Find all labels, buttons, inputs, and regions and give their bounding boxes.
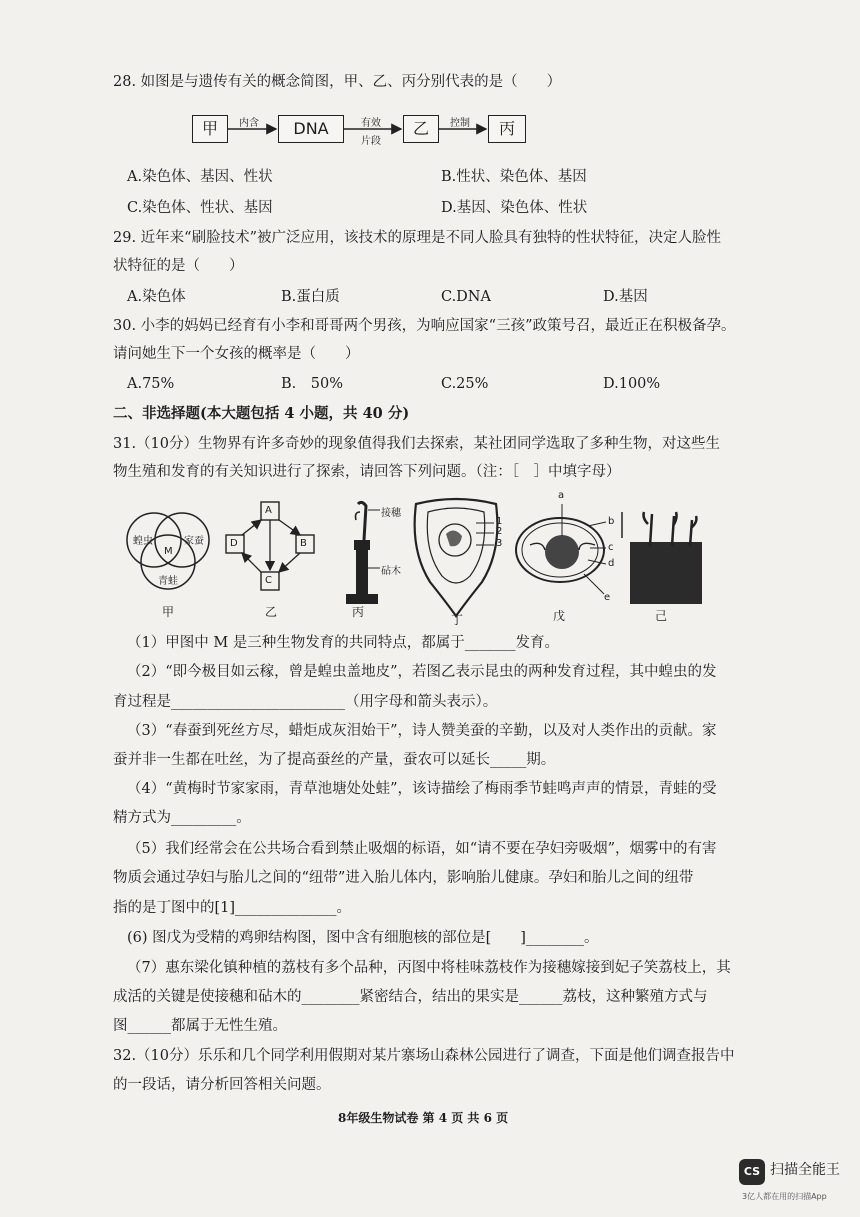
watermark-brand: 扫描全能王 [770, 1162, 840, 1178]
fig-ding-label-1: 1 [496, 516, 503, 527]
q29-option-b: B.蛋白质 [281, 289, 340, 305]
fig-bing-caption: 丙 [352, 605, 365, 619]
q28-arrow2-label-top: 有效 [361, 118, 381, 129]
q28-option-d: D.基因、染色体、性状 [441, 200, 588, 216]
q30-option-d: D.100% [603, 376, 661, 392]
q31-part7-line1: （7）惠东梁化镇种植的荔枝有多个品种，丙图中将桂味荔枝作为接穗嫁接到妃子笑荔枝上，其 [127, 960, 731, 976]
fig-yi-label-c: C [265, 575, 272, 586]
q29-stem-line2: 状特征的是（ ） [113, 258, 244, 274]
q31-stem-line1: 31.（10分）生物界有许多奇妙的现象值得我们去探索，某社团同学选取了多种生物，对这些生 [113, 436, 721, 452]
q28-arrow3-label: 控制 [450, 118, 470, 129]
figure-ji-cuttings [630, 512, 702, 604]
fig-ding-label-3: 3 [496, 538, 503, 549]
fig-yi-label-d: D [230, 538, 238, 549]
q30-option-c: C.25% [441, 376, 489, 392]
fig-jia-label-silkworm: 家蚕 [184, 536, 204, 547]
fig-bing-label-stock: 砧木 [381, 566, 401, 577]
q29-stem-line1: 29. 近年来“刷脸技术”被广泛应用，该技术的原理是不同人脸具有独特的性状特征，决定人脸性 [113, 230, 721, 246]
fig-wu-label-d: d [608, 558, 615, 569]
q31-part6: (6) 图戊为受精的鸡卵结构图，图中含有细胞核的部位是[ ]________。 [127, 930, 599, 946]
watermark-tagline: 3亿人都在用的扫描App [742, 1192, 827, 1201]
q30-stem-line2: 请问她生下一个女孩的概率是（ ） [113, 346, 360, 362]
fig-yi-label-a: A [265, 505, 272, 516]
q31-part2-line2: 育过程是________________________（用字母和箭头表示）。 [113, 694, 498, 710]
q30-stem-line1: 30. 小李的妈妈已经育有小李和哥哥两个男孩，为响应国家“三孩”政策号召，最近正在积极备孕。 [113, 318, 736, 334]
q31-stem-line2: 物生殖和发育的有关知识进行了探索，请回答下列问题。（注：［ ］中填字母） [113, 464, 621, 480]
fig-jia-caption: 甲 [162, 605, 175, 619]
q29-option-a: A.染色体 [127, 289, 186, 305]
q31-part5-line2: 物质会通过孕妇与胎儿之间的“纽带”进入胎儿体内，影响胎儿健康。孕妇和胎儿之间的纽带 [113, 870, 694, 886]
q32-stem-line1: 32.（10分）乐乐和几个同学利用假期对某片寨场山森林公园进行了调查，下面是他们调查报告中 [113, 1048, 735, 1064]
fig-wu-label-c: c [608, 542, 614, 553]
fig-ding-label-2: 2 [496, 526, 503, 537]
q28-box-jia: 甲 [192, 115, 228, 143]
q28-arrow2-label-bottom: 片段 [361, 136, 381, 147]
q31-part4-line1: （4）“黄梅时节家家雨，青草池塘处处蛙”，该诗描绘了梅雨季节蛙鸣声声的情景，青蛙的受 [127, 781, 717, 797]
q28-option-b: B.性状、染色体、基因 [441, 169, 587, 185]
q28-option-a: A.染色体、基因、性状 [127, 169, 273, 185]
figure-bing-grafting [346, 502, 380, 604]
fig-jia-label-locust: 蝗虫 [133, 536, 153, 547]
page-footer: 8年级生物试卷 第 4 页 共 6 页 [338, 1111, 509, 1125]
q31-part4-line2: 精方式为_________。 [113, 810, 251, 826]
fig-ding-caption: 丁 [451, 613, 464, 627]
q31-part2-line1: （2）“即今极目如云稼，曾是蝗虫盖地皮”，若图乙表示昆虫的两种发育过程，其中蝗虫的发 [127, 664, 717, 680]
q30-option-a: A.75% [127, 376, 175, 392]
figure-ding-uterus [415, 499, 498, 616]
fig-yi-caption: 乙 [265, 605, 278, 619]
camscanner-logo: CS [739, 1159, 765, 1185]
fig-yi-label-b: B [300, 538, 307, 549]
fig-wu-caption: 戊 [553, 609, 566, 623]
q31-part3-line2: 蚕并非一生都在吐丝，为了提高蚕丝的产量，蚕农可以延长_____期。 [113, 752, 556, 768]
q28-box-bing: 丙 [488, 115, 526, 143]
fig-jia-label-m: M [164, 546, 173, 557]
q31-part7-line3: 图______都属于无性生殖。 [113, 1018, 287, 1034]
fig-bing-label-scion: 接穗 [381, 508, 401, 519]
q31-part1: （1）甲图中 M 是三种生物发育的共同特点，都属于_______发育。 [127, 635, 560, 651]
q29-option-c: C.DNA [441, 289, 491, 305]
q28-option-c: C.染色体、性状、基因 [127, 200, 273, 216]
fig-ji-caption: 己 [655, 609, 668, 623]
q31-figures [110, 490, 730, 625]
q31-part5-line3: 指的是丁图中的[1]______________。 [113, 900, 352, 916]
q28-arrow1-label: 内含 [239, 118, 259, 129]
q28-box-dna: DNA [278, 115, 344, 143]
figure-wu-egg [516, 504, 622, 594]
q29-option-d: D.基因 [603, 289, 648, 305]
fig-wu-label-a: a [558, 490, 565, 501]
q28-stem: 28. 如图是与遗传有关的概念简图，甲、乙、丙分别代表的是（ ） [113, 74, 562, 90]
q32-stem-line2: 的一段话，请分析回答相关问题。 [113, 1077, 331, 1093]
fig-wu-label-e: e [604, 592, 611, 603]
q30-option-b: B. 50% [281, 376, 343, 392]
q28-box-yi: 乙 [403, 115, 439, 143]
q31-part7-line2: 成活的关键是使接穗和砧木的________紧密结合，结出的果实是______荔枝，这种繁殖方式与 [113, 989, 708, 1005]
q31-part5-line1: （5）我们经常会在公共场合看到禁止吸烟的标语，如“请不要在孕妇旁吸烟”，烟雾中的有害 [127, 841, 717, 857]
section-2-heading: 二、非选择题(本大题包括 4 小题，共 40 分) [113, 405, 410, 422]
q31-part3-line1: （3）“春蚕到死丝方尽，蜡炬成灰泪始干”，诗人赞美蚕的辛勤，以及对人类作出的贡献。家 [127, 723, 717, 739]
fig-wu-label-b: b [608, 516, 615, 527]
fig-jia-label-frog: 青蛙 [158, 576, 178, 587]
q28-arrows [0, 0, 860, 160]
